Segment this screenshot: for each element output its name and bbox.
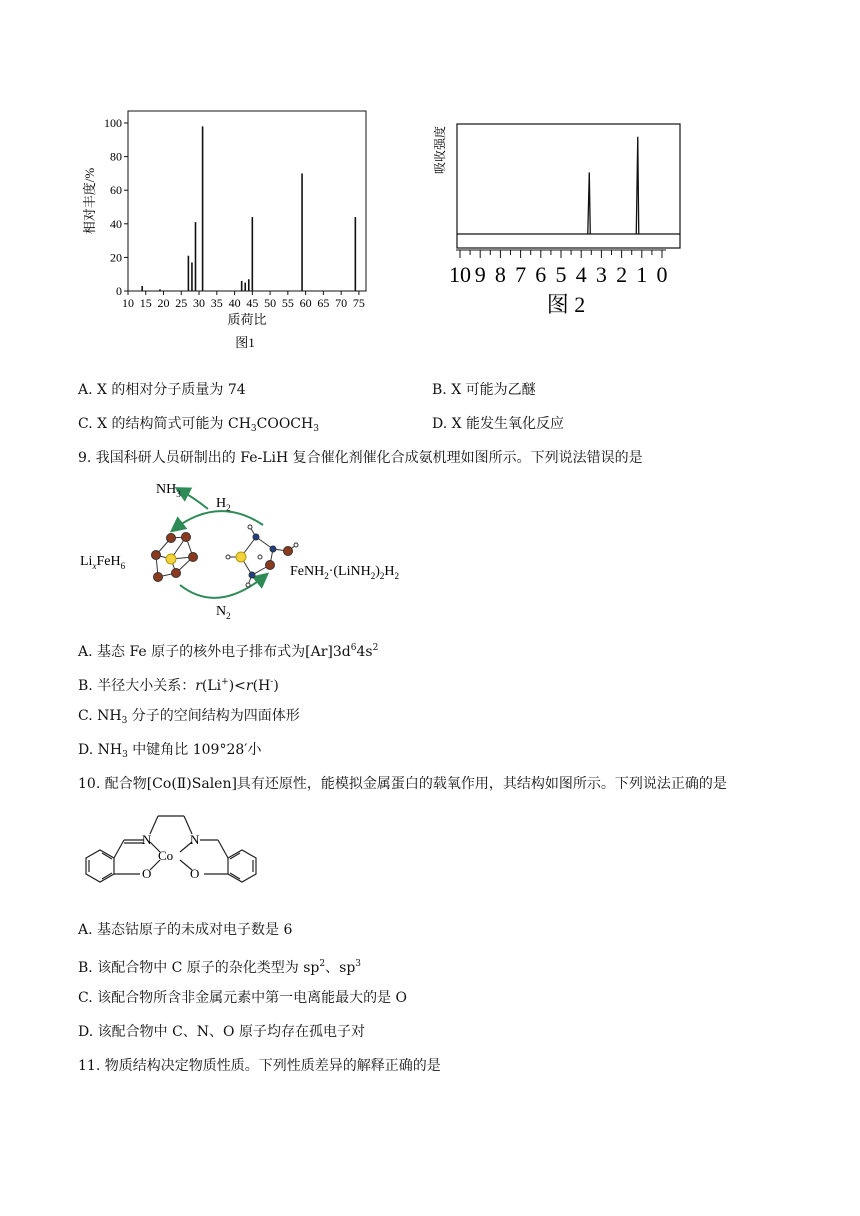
figure2-frame <box>457 124 680 248</box>
q9-option-d: D. $NH_3$ 中键角比 109°28′小 <box>78 742 262 760</box>
nh3-release-arrow <box>178 489 208 509</box>
figure2-spectrum <box>430 118 690 323</box>
y-tick-label: 0 <box>116 284 122 298</box>
x-tick-label: 6 <box>535 262 547 287</box>
figure1-x-ticks <box>122 291 365 310</box>
x-tick-label: 20 <box>157 296 170 310</box>
lixfeh6-label: $Li_xFeH_6$ <box>80 554 126 571</box>
x-tick-label: 40 <box>228 296 241 310</box>
n2-label: $N_2$ <box>216 604 231 621</box>
co-salen-structure <box>78 808 278 898</box>
x-tick-label: 45 <box>246 296 259 310</box>
q10-option-b: B. 该配合物中 C 原子的杂化类型为 $sp^2$、$sp^3$ <box>78 959 362 976</box>
x-tick-label: 1 <box>636 262 648 287</box>
x-tick-label: 50 <box>264 296 277 310</box>
salen-o-right: O <box>190 866 200 881</box>
figure1-y-label: 相对丰度/% <box>82 167 97 235</box>
figure1-frame <box>128 111 366 291</box>
x-tick-label: 25 <box>175 296 188 310</box>
x-tick-label: 65 <box>317 296 330 310</box>
spectrum-peak <box>636 137 639 234</box>
q10-option-d: D. 该配合物中 C、N、O 原子均存在孤电子对 <box>78 1024 365 1040</box>
q8-option-a: A. X 的相对分子质量为 74 <box>78 382 246 398</box>
fenh2-complex-label: $FeNH_2\cdot(LiNH_2)_2H_2$ <box>290 564 400 581</box>
spectrum-peak <box>588 172 591 234</box>
q8-option-b: B. X 可能为乙醚 <box>432 382 536 398</box>
x-tick-label: 9 <box>474 262 486 287</box>
figure2-x-ticks <box>449 250 668 287</box>
x-tick-label: 5 <box>555 262 567 287</box>
y-tick-label: 60 <box>110 183 122 198</box>
x-tick-label: 4 <box>575 262 587 287</box>
figure1-caption: 图1 <box>235 335 255 350</box>
x-tick-label: 3 <box>595 262 607 287</box>
x-tick-label: 30 <box>193 296 206 310</box>
q8-option-c: C. X 的结构简式可能为 $CH_3COOCH_3$ <box>78 416 319 434</box>
bottom-cycle-arrow <box>180 575 266 598</box>
q10-stem: 10. 配合物[Co(Ⅱ)Salen]具有还原性，能模拟金属蛋白的载氧作用，其结构如图所示。下列说法正确的是 <box>78 776 727 792</box>
y-tick-label: 80 <box>110 149 122 164</box>
figure1-y-ticks <box>104 116 128 298</box>
x-tick-label: 10 <box>122 296 134 310</box>
salen-n-right: N <box>190 832 200 847</box>
figure1-mass-spectrum <box>80 105 380 355</box>
q8-option-d: D. X 能发生氧化反应 <box>432 416 565 432</box>
nh3-label: $NH_3$ <box>156 482 181 499</box>
x-tick-label: 0 <box>656 262 668 287</box>
x-tick-label: 35 <box>210 296 223 310</box>
y-tick-label: 40 <box>110 216 122 231</box>
q10-option-c: C. 该配合物所含非金属元素中第一电离能最大的是 O <box>78 990 408 1006</box>
x-tick-label: 7 <box>515 262 527 287</box>
lixfeh6-cluster <box>152 533 198 582</box>
q9-option-c: C. $NH_3$ 分子的空间结构为四面体形 <box>78 708 300 726</box>
salen-co-center: Co <box>158 848 174 863</box>
figure2-peaks <box>588 137 639 234</box>
x-tick-label: 2 <box>616 262 628 287</box>
q9-stem: 9. 我国科研人员研制出的 Fe-LiH 复合催化剂催化合成氨机理如图所示。下列说法错误的是 <box>78 450 643 466</box>
x-tick-label: 60 <box>299 296 312 310</box>
figure1-bars <box>142 126 355 291</box>
x-tick-label: 10 <box>449 262 471 287</box>
y-tick-label: 100 <box>104 116 122 130</box>
figure2-caption: 图 2 <box>546 292 586 317</box>
q9-mechanism-diagram <box>78 475 438 625</box>
x-tick-label: 8 <box>494 262 506 287</box>
salen-n-left: N <box>142 832 152 847</box>
q9-option-a: A. 基态 Fe 原子的核外电子排布式为$[Ar]3d^64s^2$ <box>78 643 379 660</box>
q9-option-b: B. 半径大小关系：r(Li+)<r(H-) <box>78 677 279 694</box>
q10-option-a: A. 基态钴原子的未成对电子数是 6 <box>78 922 293 938</box>
figure1-x-label: 质荷比 <box>227 312 267 327</box>
salen-o-left: O <box>142 866 152 881</box>
x-tick-label: 75 <box>352 296 365 310</box>
x-tick-label: 70 <box>335 296 348 310</box>
q11-stem: 11. 物质结构决定物质性质。下列性质差异的解释正确的是 <box>78 1058 441 1074</box>
figure2-y-label: 吸收强度 <box>433 125 447 175</box>
x-tick-label: 15 <box>139 296 152 310</box>
x-tick-label: 55 <box>281 296 294 310</box>
y-tick-label: 20 <box>110 250 122 265</box>
h2-label: $H_2$ <box>216 496 231 513</box>
